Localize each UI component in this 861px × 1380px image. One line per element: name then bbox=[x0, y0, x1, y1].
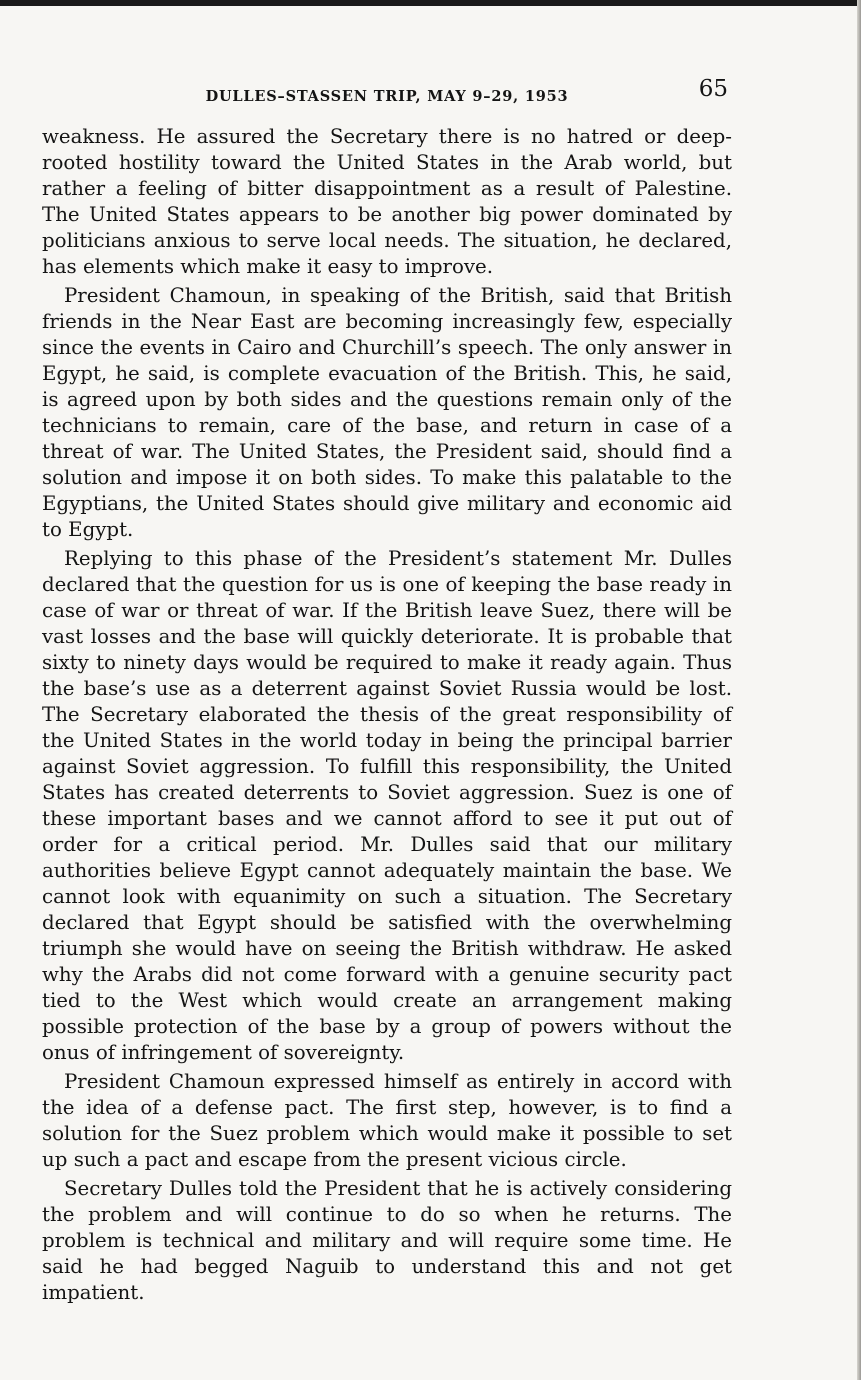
body-text bbox=[42, 124, 732, 1306]
paragraph: Secretary Dulles told the President that he is actively considering the problem and will continue to do so when he returns. The problem is technical and military and will require some time. He said he had begged Naguib to understand this and not get impatient. bbox=[42, 1177, 732, 1304]
paragraph: President Chamoun, in speaking of the British, said that British friends in the Near East are becoming increasingly few, especially since the events in Cairo and Churchill’s speech. The only answer in Egypt, he said, is complete evacuation of the British. This, he said, is agreed upon by both sides and the questions remain only of the technicians to remain, care of the base, and return in case of a threat of war. The United States, the President said, should find a solution and impose it on both sides. To make this palatable to the Egyptians, the United States should give military and economic aid to Egypt. bbox=[42, 284, 732, 541]
page-top-edge bbox=[0, 0, 861, 6]
page-number: 65 bbox=[698, 76, 728, 102]
paragraph: President Chamoun expressed himself as entirely in accord with the idea of a defense pact. The first step, however, is to find a solution for the Suez problem which would make it possible to set up such a pact and escape from the present vicious circle. bbox=[42, 1070, 732, 1171]
page-header bbox=[42, 76, 732, 116]
page-right-edge bbox=[857, 0, 861, 1380]
running-head: DULLES–STASSEN TRIP, MAY 9–29, 1953 bbox=[205, 88, 569, 105]
paragraph: Replying to this phase of the President’s statement Mr. Dulles declared that the question for us is one of keeping the base ready in case of war or threat of war. If the British leave Suez, there will be vast losses and the base will quickly deteriorate. It is probable that sixty to ninety days would be required to make it ready again. Thus the base’s use as a deterrent against Soviet Russia would be lost. The Secretary elaborated the thesis of the great responsibility of the United States in the world today in being the principal barrier against Soviet aggression. To fulfill this responsibility, the United States has created deterrents to Soviet aggression. Suez is one of these important bases and we cannot afford to see it put out of order for a critical period. Mr. Dulles said that our military authorities believe Egypt cannot adequately maintain the base. We cannot look with equanimity on such a situation. The Secretary declared that Egypt should be satisfied with the overwhelming triumph she would have on seeing the British withdraw. He asked why the Arabs did not come forward with a genuine security pact tied to the West which would create an arrangement making possible protection of the base by a group of powers without the onus of infringement of sovereignty. bbox=[42, 547, 732, 1064]
document-page bbox=[42, 76, 732, 1309]
paragraph: weakness. He assured the Secretary there is no hatred or deep-rooted hostility toward the United States in the Arab world, but rather a feeling of bitter disappointment as a result of Palestine. The United States appears to be another big power dominated by politicians anxious to serve local needs. The situation, he declared, has elements which make it easy to improve. bbox=[42, 125, 732, 278]
